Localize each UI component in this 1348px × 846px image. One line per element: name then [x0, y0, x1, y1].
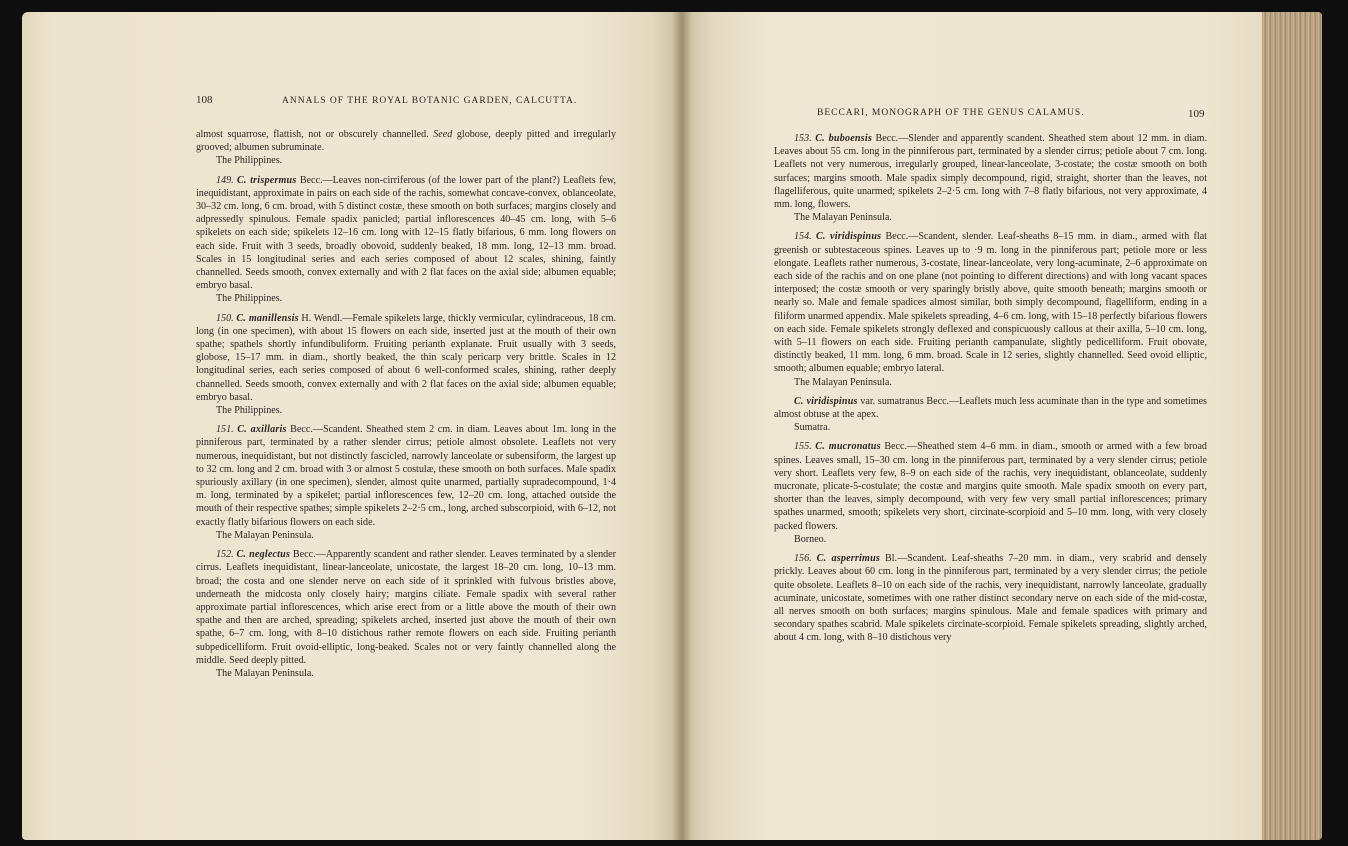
book-gutter	[672, 12, 692, 840]
page-number: 108	[196, 94, 213, 106]
locality: The Philippines.	[216, 293, 283, 305]
locality: The Philippines.	[216, 405, 283, 417]
locality: The Malayan Peninsula.	[794, 376, 892, 388]
species-entry: 154. C. viridispinus Becc.—Scandent, slender. Leaf-sheaths 8–15 mm. in diam., armed with flat greenish or subtestaceous spines. Leaves up to ·9 m. long in the pinniferous part; petiole more or less elongate. Leaflets rather numerous, 3-costate, linear-lanceolate, very long-acuminate, 2–6 approximate on each side of the rachis and on one plane (not pointing to different directions) and with long vacant spaces interposed; the costæ smooth or very sparingly bristly above, quite smooth beneath; margins smooth or nearly so. Male and female spadices almost similar, both simply decompound, flagelliform, ending in a filiform unarmed appendix. Male spikelets spreading, 4–6 cm. long, with 15–18 perfectly bifarious flowers on each side. Female spikelets strongly deflexed and conspicuously callous at their axilla, 5–10 cm. long, with 5–11 flowers on each side. Fruiting perianth campanulate, slightly pedicelliform. Fruit obovate, distinctly beaked, 11 mm. long, 6 mm. broad. Scale in 12 series, slightly channelled. Seed ovoid elliptic, smooth; albumen equable; embryo lateral.	[774, 231, 1207, 375]
page-number: 109	[1188, 108, 1205, 120]
species-entry: 149. C. trispermus Becc.—Leaves non-cirriferous (of the lower part of the plant?) Leaflets few, inequidistant, approximate in pairs on each side of the rachis, somewhat concave-convex, oblanceolate, 30–32 cm. long, 6 cm. broad, with 5 distinct costæ, these smooth on both surfaces; margins closely and adpressedly spinulous. Female spadix panicled; partial inflorescences 40–45 cm. long, with 5–6 spikelets on each side; spikelets 12–16 cm. long with 12–15 flatly bifarious, 6 mm. long flowers on each side. Fruit with 3 seeds, broadly obovoid, suddenly beaked, 18 mm. long, 12–13 mm. broad. Scales in 15 longitudinal series and each series composed of about 12 scales, shining, faintly channelled. Seeds smooth, convex externally and with 2 flat faces on the axial side; albumen equable; embryo basal.	[196, 174, 616, 292]
locality: Sumatra.	[794, 422, 831, 434]
running-head: BECCARI, MONOGRAPH OF THE GENUS CALAMUS.	[817, 108, 1085, 118]
locality: The Malayan Peninsula.	[216, 667, 314, 679]
species-entry: C. viridispinus var. sumatranus Becc.—Leaflets much less acuminate than in the type and sometimes almost obtuse at the apex.	[774, 395, 1207, 421]
species-entry: 153. C. buboensis Becc.—Slender and apparently scandent. Sheathed stem about 12 mm. in diam. Leaves about 55 cm. long in the pinniferous part, terminated by a slender cirrus; petiole about 7 cm. long. Leaflets not very numerous, irregularly grouped, linear-lanceolate, 3-costate; the costæ smooth on both surfaces; margins smooth. Male spadix simply decompound, rigid, straight, shorter than the leaves, not flagelliferous, quite unarmed; spikelets 2–2·5 cm. long with 7–8 flatly bifarious, not very approximate, 4 mm. long, flowers.	[774, 133, 1207, 211]
left-page	[22, 12, 682, 840]
species-entry: 156. C. asperrimus Bl.—Scandent. Leaf-sheaths 7–20 mm. in diam., very scabrid and densely prickly. Leaves about 60 cm. long in the pinniferous part, terminated by a very slender cirrus; the petiole quite obsolete. Leaflets 8–10 on each side of the rachis, very inequidistant, narrowly lanceolate, gradually acuminate, unicostate, sometimes with one rather distinct secondary nerve on each side of the mid-costæ, all nerves smooth on both surfaces; margins spinulous. Male and female spadices with primary and secondary spathes scabrid. Male spikelets circinate-scorpioid. Female spikelets spreading, slightly arched, about 4 cm. long, with 8–10 distichous very	[774, 553, 1207, 644]
text-column	[774, 132, 1207, 645]
species-entry: 151. C. axillaris Becc.—Scandent. Sheathed stem 2 cm. in diam. Leaves about 1m. long in the pinniferous part, terminated by a rather slender cirrus; petiole almost obsolete. Leaflets not very numerous, inequidistant, but not distinctly fascicled, narrowly lanceolate or subensiform, the largest up to 32 cm. long and 2 cm. broad with 3 or almost 5 costulæ, these smooth on both surfaces. Male spadix spuriously axillary (in one specimen), slender, almost quite unarmed, partially supradecompound, 1·4 m. long, terminated by a spikelet; partial inflorescences few, 12–20 cm. long, attached outside the mouth of their respective spathes; simple spikelets 2–2·5 cm., long, arched subscorpioid, with 6–12, not exactly flatly bifarious flowers on each side.	[196, 424, 616, 528]
locality: The Philippines.	[216, 155, 283, 167]
intro-paragraph: almost squarrose, flattish, not or obscurely channelled. Seed globose, deeply pitted and irregularly grooved; albumen subruminate.	[196, 129, 616, 154]
text-column	[196, 128, 616, 686]
right-page	[682, 12, 1322, 840]
page-edges	[1262, 12, 1322, 840]
species-entry: 152. C. neglectus Becc.—Apparently scandent and rather slender. Leaves terminated by a slender cirrus. Leaflets inequidistant, linear-lanceolate, unicostate, the largest 18–20 cm. long, 10–13 mm. broad; the costa and one slender nerve on each side of it sprinkled with fulvous bristles above, underneath the midcosta only closely hairy; margins ciliate. Female spadix with several rather approximate partial inflorescences, which arise erect from or a little above the mouth of their own spathe and then are arched, spreading; spikelets arched, inserted just above the mouth of their own spathe, 6–7 cm. long, with 8–10 distichous rather remote flowers on each side. Fruiting perianth subpedicelliform. Fruit ovoid-elliptic, long-beaked. Scales not or very faintly channelled along the middle. Seed deeply pitted.	[196, 549, 617, 666]
locality: The Malayan Peninsula.	[216, 529, 314, 541]
species-entry: 150. C. manillensis H. Wendl.—Female spikelets large, thickly vermicular, cylindraceous, 18 cm. long (in one specimen), with about 15 flowers on each side, inserted just at the mouth of their own spathe; spathels shortly infundibuliform. Fruiting perianth explanate. Fruit usually with 3 seeds, globose, 15–17 mm. in diam., shortly beaked, the thin scaly pericarp very brittle. Scales in 12 longitudinal series, each series composed of about 6 well-conformed scales, shining, rather deeply channelled. Seeds smooth, convex externally and with 2 flat faces on the axial side; albumen equable; embryo basal.	[196, 312, 616, 403]
running-head: ANNALS OF THE ROYAL BOTANIC GARDEN, CALCUTTA.	[282, 96, 578, 106]
open-book	[22, 12, 1340, 840]
species-entry: 155. C. mucronatus Becc.—Sheathed stem 4–6 mm. in diam., smooth or armed with a few broad spines. Leaves small, 15–30 cm. long in the pinniferous part, terminated by a very slender cirrus; petiole very short. Leaflets very few, 8–9 on each side of the rachis, very inequidistant, oblanceolate, suddenly mucronate, plicate-5-costulate; the costæ and margins quite smooth. Male spadix smooth on every part, shorter than the leaves, simply decompound, with very few very small partial inflorescences; primary spathes unarmed, smooth; spikelets very short, circinate-scorpioid and 5–10 mm. long, with very closely packed flowers.	[774, 441, 1207, 532]
locality: Borneo.	[794, 533, 827, 545]
locality: The Malayan Peninsula.	[794, 212, 892, 224]
